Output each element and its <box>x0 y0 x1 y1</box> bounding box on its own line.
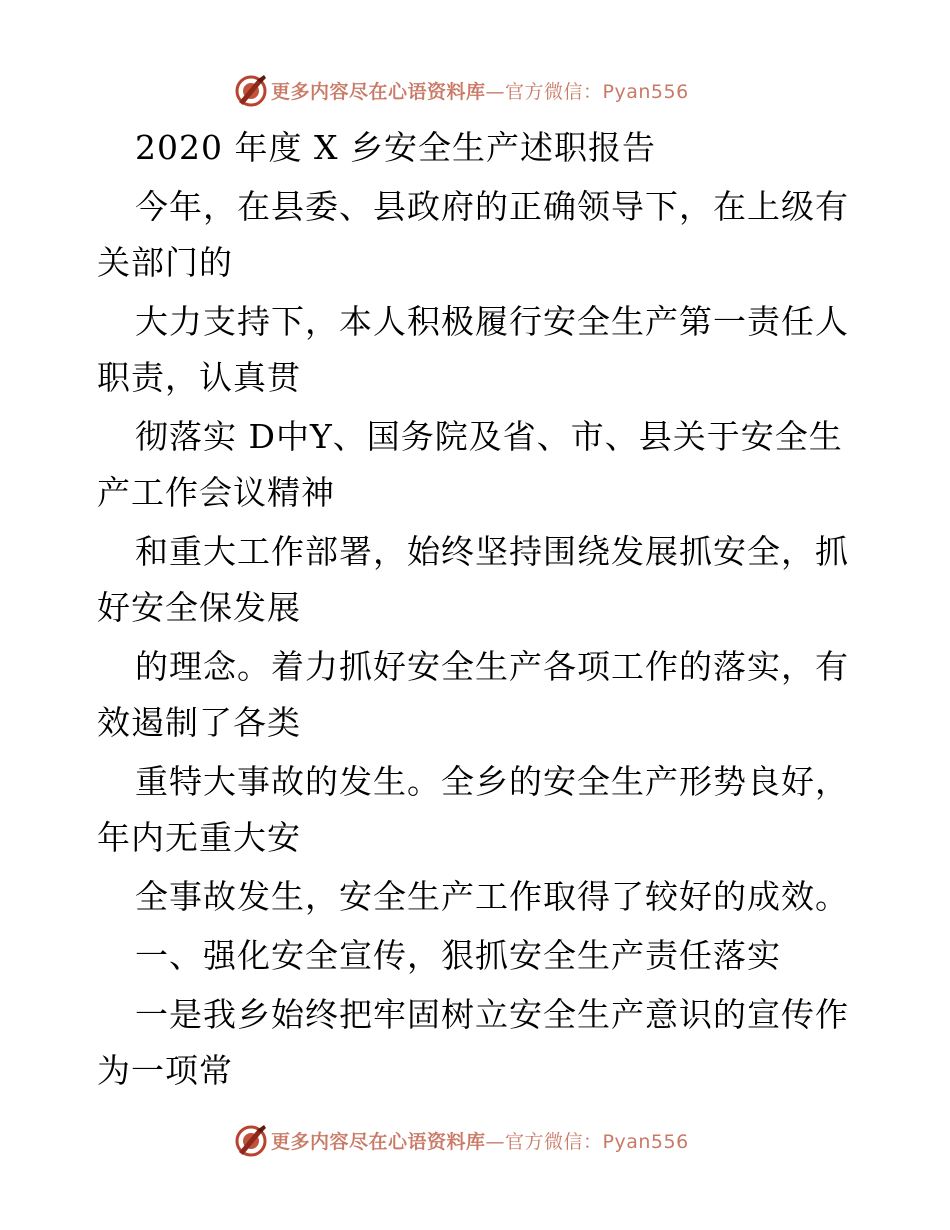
paragraph-line: 产工作会议精神 <box>97 473 335 512</box>
section-heading: 一、强化安全宣传，狠抓安全生产责任落实 <box>135 936 781 975</box>
footer-watermark-banner <box>233 1122 689 1158</box>
pen-seal-icon <box>233 72 269 108</box>
paragraph-line: 全事故发生，安全生产工作取得了较好的成效。 <box>135 877 849 916</box>
paragraph-line: 彻落实 D中Y、国务院及省、市、县关于安全生 <box>135 417 843 456</box>
paragraph-line: 效遏制了各类 <box>97 703 301 742</box>
paragraph-line: 一是我乡始终把牢固树立安全生产意识的宣传作 <box>135 995 849 1034</box>
watermark-text: 更多内容尽在心语资料库 <box>271 1130 486 1153</box>
paragraph-line: 职责，认真贯 <box>97 358 301 397</box>
header-watermark-banner <box>233 72 689 108</box>
watermark-wechat: —官方微信：Pyan556 <box>485 1130 689 1153</box>
pen-seal-icon <box>233 1122 269 1158</box>
paragraph-line: 为一项常 <box>97 1051 233 1090</box>
paragraph-line: 和重大工作部署，始终坚持围绕发展抓安全，抓 <box>135 532 849 571</box>
watermark-text: 更多内容尽在心语资料库 <box>271 80 486 103</box>
paragraph-line: 的理念。着力抓好安全生产各项工作的落实，有 <box>135 647 849 686</box>
paragraph-line: 今年，在县委、县政府的正确领导下，在上级有 <box>135 187 849 226</box>
paragraph-line: 关部门的 <box>97 243 233 282</box>
document-title: 2020 年度 X 乡安全生产述职报告 <box>135 128 656 167</box>
paragraph-line: 重特大事故的发生。全乡的安全生产形势良好， <box>135 762 849 801</box>
paragraph-line: 大力支持下，本人积极履行安全生产第一责任人 <box>135 302 849 341</box>
watermark-wechat: —官方微信：Pyan556 <box>485 80 689 103</box>
paragraph-line: 年内无重大安 <box>97 818 301 857</box>
paragraph-line: 好安全保发展 <box>97 588 301 627</box>
